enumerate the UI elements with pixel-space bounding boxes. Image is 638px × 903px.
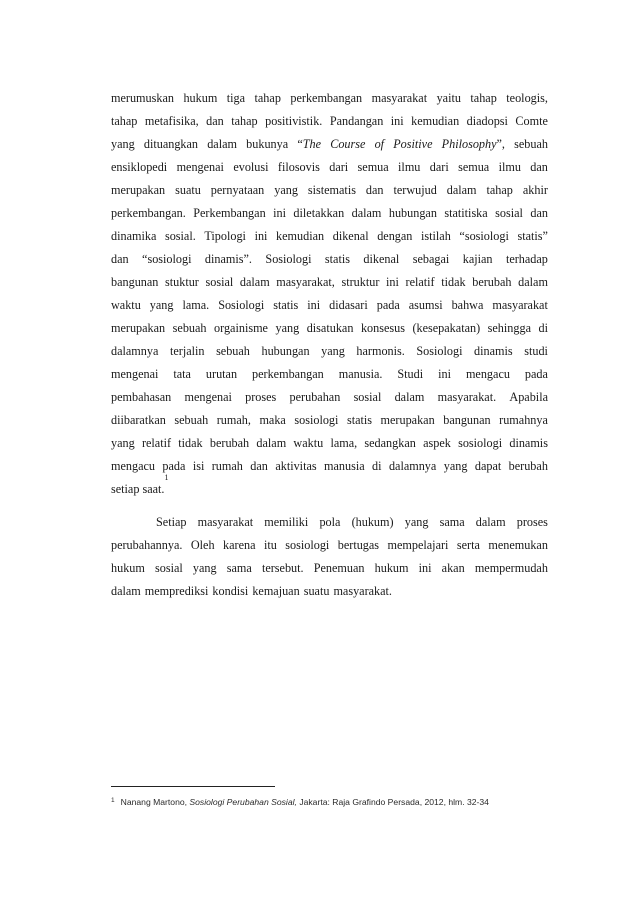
word: mengenai <box>176 160 224 174</box>
word: dinamis <box>509 436 548 450</box>
word: tahap <box>486 183 513 197</box>
word: tata <box>173 367 191 381</box>
word: dan <box>365 183 384 197</box>
word: orgainisme <box>214 321 268 335</box>
word: pada <box>162 459 186 473</box>
word: sebuah <box>174 413 209 427</box>
text-line <box>111 202 548 225</box>
word: tahap <box>111 114 138 128</box>
word: hukum <box>374 561 409 575</box>
word: yang <box>111 436 135 450</box>
word: yang <box>321 344 345 358</box>
word: merupakan <box>111 321 166 335</box>
word: statis” <box>517 229 548 243</box>
word: dituangkan <box>143 137 199 151</box>
word: kemudian <box>276 229 325 243</box>
word: dalamnya <box>111 344 159 358</box>
word: stuktur <box>165 275 199 289</box>
word: sosiologi <box>285 538 330 552</box>
word: sosial <box>353 390 382 404</box>
word: metafisika, <box>144 114 199 128</box>
word: kajian <box>462 252 493 266</box>
word: Sosiologi <box>218 298 265 312</box>
word: perkembangan. <box>111 206 186 220</box>
word: isi <box>192 459 205 473</box>
word: rumahnya <box>499 413 548 427</box>
word: ini <box>273 206 286 220</box>
word: proses <box>516 515 548 529</box>
word: mempelajari <box>387 538 449 552</box>
word: masyarakat <box>371 91 428 105</box>
text-line <box>111 363 548 386</box>
word: Course <box>330 137 366 151</box>
word: mengenai <box>184 390 232 404</box>
word: terwujud <box>393 183 437 197</box>
word: tahap <box>470 91 497 105</box>
word: struktur <box>341 275 380 289</box>
word: bangunan <box>111 275 159 289</box>
word: ini <box>307 298 321 312</box>
word: studi <box>524 344 548 358</box>
word: terhadap <box>505 252 548 266</box>
word: dalam <box>518 275 548 289</box>
word: Comte <box>515 114 548 128</box>
word: kemajuan <box>252 584 300 598</box>
text-line <box>111 432 548 455</box>
word: dalamnya <box>388 459 437 473</box>
word: dalam <box>239 275 270 289</box>
word: mengacu <box>111 459 155 473</box>
word: urutan <box>205 367 238 381</box>
word: sama <box>439 515 465 529</box>
word: ini <box>438 367 451 381</box>
word: dalam <box>207 137 237 151</box>
word: dan <box>206 114 224 128</box>
word: istilah <box>421 229 451 243</box>
word: yang <box>192 561 217 575</box>
word: proses <box>245 390 277 404</box>
word: berubah <box>472 275 512 289</box>
word: manusia <box>324 459 365 473</box>
word: merupakan <box>111 183 166 197</box>
word: Tipologi <box>204 229 246 243</box>
word: ini <box>390 114 404 128</box>
word: merumuskan <box>111 91 174 105</box>
word: konsesus <box>360 321 405 335</box>
word: yang <box>274 183 298 197</box>
text-line-last <box>111 473 548 501</box>
word: di <box>538 321 548 335</box>
footnote-author: Nanang Martono, <box>120 797 188 807</box>
word: Perkembangan <box>193 206 266 220</box>
word: Sosiologi <box>265 252 312 266</box>
word: kemudian <box>411 114 460 128</box>
word: sama <box>226 561 252 575</box>
text-line <box>111 110 548 133</box>
word: sosial. <box>164 229 196 243</box>
word: dinamis”. <box>204 252 252 266</box>
text-line <box>111 409 548 432</box>
word: masyarakat <box>197 515 254 529</box>
word: yaitu <box>436 91 461 105</box>
text-line <box>111 534 548 557</box>
text-line <box>111 340 548 363</box>
footnote-title: Sosiologi Perubahan Sosial, <box>189 797 297 807</box>
word: Setiap <box>156 515 187 529</box>
word: memprediksi <box>144 584 209 598</box>
word: berubah <box>508 459 548 473</box>
word: ilmu <box>498 160 521 174</box>
word: mempermudah <box>474 561 548 575</box>
word: teologis, <box>506 91 548 105</box>
word: relatif <box>405 275 435 289</box>
word: yang <box>149 298 174 312</box>
word: sosiologi <box>294 413 339 427</box>
text-line <box>111 133 548 156</box>
text-line <box>111 317 548 340</box>
footnote-number: 1 <box>111 797 115 804</box>
word: dari <box>429 160 449 174</box>
word: sistematis <box>307 183 356 197</box>
word: bangunan <box>443 413 491 427</box>
word: sosial <box>495 206 523 220</box>
word: yang <box>275 321 300 335</box>
word: tidak <box>441 275 466 289</box>
text-line-last <box>111 580 548 603</box>
text-line <box>111 225 548 248</box>
word: lama. <box>182 298 210 312</box>
word: dalam <box>475 515 506 529</box>
word: hukum <box>111 561 145 575</box>
word: dengan <box>377 229 413 243</box>
word: sebuah <box>172 321 207 335</box>
word: aspek <box>423 436 451 450</box>
word: statis <box>273 298 299 312</box>
word: dari <box>329 160 349 174</box>
word: pada <box>376 298 400 312</box>
text-line <box>111 87 548 110</box>
word: sosial <box>155 561 183 575</box>
text-line <box>111 248 548 271</box>
word: perubahan <box>289 390 341 404</box>
word: lama, <box>330 436 358 450</box>
word: waktu <box>111 298 141 312</box>
footnote-reference[interactable]: 1 <box>164 473 169 482</box>
word: of <box>374 137 385 151</box>
word: yang <box>443 459 468 473</box>
word: serta <box>456 538 480 552</box>
word: harmonis. <box>356 344 405 358</box>
word: sosial <box>205 275 234 289</box>
word: akan <box>441 561 465 575</box>
paragraph-2 <box>111 511 548 603</box>
word: berubah <box>209 436 250 450</box>
word: diletakkan <box>293 206 345 220</box>
word: positivistik. <box>265 114 323 128</box>
word: (kesepakatan) <box>412 321 481 335</box>
word: “The <box>297 137 322 151</box>
word: filosovis <box>277 160 320 174</box>
word: kondisi <box>212 584 249 598</box>
word: manusia. <box>338 367 383 381</box>
text-line <box>111 294 548 317</box>
last-line-text: setiap saat. <box>111 482 165 496</box>
word: diadopsi <box>466 114 508 128</box>
word: suatu <box>303 584 330 598</box>
word: diibaratkan <box>111 413 166 427</box>
word: “sosiologi <box>142 252 192 266</box>
word: yang <box>404 515 429 529</box>
footnote-separator <box>111 786 275 787</box>
word: relatif <box>141 436 172 450</box>
footnote-publication: Jakarta: Raja Grafindo Persada, 2012, hlm. 32-34 <box>299 797 489 807</box>
word: pernyataan <box>210 183 265 197</box>
word: dalam <box>446 183 477 197</box>
word: mengenai <box>111 367 159 381</box>
word: dapat <box>474 459 502 473</box>
word: pola <box>319 515 341 529</box>
word: memiliki <box>264 515 309 529</box>
word: Philosophy”, <box>441 137 505 151</box>
word: statis <box>346 413 373 427</box>
word: ensiklopedi <box>111 160 168 174</box>
word: dan <box>250 459 268 473</box>
body-text <box>111 87 548 603</box>
word: dalam <box>394 390 425 404</box>
word: hubungan <box>388 206 437 220</box>
text-line <box>111 511 548 534</box>
word: di <box>372 459 382 473</box>
word: waktu <box>293 436 324 450</box>
word: ini <box>418 561 432 575</box>
paragraph-1 <box>111 87 548 501</box>
word: hubungan <box>261 344 310 358</box>
word: karena <box>223 538 256 552</box>
word: mengacu <box>465 367 510 381</box>
word: sebuah <box>514 137 548 151</box>
text-line <box>111 179 548 202</box>
word: ini <box>386 275 399 289</box>
word: terjalin <box>169 344 205 358</box>
word: semua <box>357 160 389 174</box>
footnote <box>111 797 489 807</box>
word: tahap <box>254 91 281 105</box>
word: Pandangan <box>329 114 384 128</box>
word: statitiska <box>444 206 488 220</box>
word: dalam <box>111 584 141 598</box>
word: ilmu <box>398 160 421 174</box>
word: merupakan <box>380 413 435 427</box>
word: itu <box>263 538 277 552</box>
word: sebuah <box>216 344 250 358</box>
word: bahwa <box>451 298 484 312</box>
word: dalam <box>256 436 287 450</box>
word: tersebut. <box>261 561 304 575</box>
word: (hukum) <box>351 515 394 529</box>
word: asumsi <box>408 298 443 312</box>
word: perubahannya. <box>111 538 183 552</box>
word: akhir <box>522 183 548 197</box>
word: sedangkan <box>364 436 416 450</box>
word: dinamis <box>474 344 513 358</box>
word: dan <box>530 206 548 220</box>
word: Oleh <box>190 538 215 552</box>
word: suatu <box>175 183 201 197</box>
word: Sosiologi <box>416 344 463 358</box>
word: didasari <box>329 298 368 312</box>
word: Positive <box>393 137 433 151</box>
word: bertugas <box>337 538 380 552</box>
word: hukum <box>183 91 218 105</box>
word: Penemuan <box>313 561 365 575</box>
word: dinamika <box>111 229 157 243</box>
text-line <box>111 156 548 179</box>
word: yang <box>111 137 135 151</box>
word: perkembangan <box>252 367 324 381</box>
word: masyarakat <box>492 298 548 312</box>
word: rumah, <box>216 413 251 427</box>
word: aktivitas <box>275 459 317 473</box>
text-line <box>111 557 548 580</box>
word: semua <box>458 160 490 174</box>
word: dan <box>111 252 129 266</box>
word: evolusi <box>233 160 269 174</box>
word: pembahasan <box>111 390 172 404</box>
word: perkembangan <box>290 91 363 105</box>
word: tiga <box>226 91 246 105</box>
word: sehingga <box>487 321 531 335</box>
word: tahap <box>231 114 258 128</box>
word: sosiologi <box>458 436 503 450</box>
word: ini <box>254 229 268 243</box>
text-line <box>111 386 548 409</box>
word: tidak <box>178 436 203 450</box>
word: masyarakat. <box>333 584 392 598</box>
word: maka <box>259 413 286 427</box>
word: dalam <box>351 206 382 220</box>
word: pada <box>524 367 548 381</box>
word: statis <box>324 252 350 266</box>
word: dan <box>530 160 548 174</box>
word: dikenal <box>363 252 400 266</box>
word: rumah <box>211 459 243 473</box>
word: masyarakat, <box>276 275 335 289</box>
word: disatukan <box>306 321 354 335</box>
word: Apabila <box>509 390 548 404</box>
word: masyarakat. <box>437 390 497 404</box>
word: bukunya <box>246 137 289 151</box>
word: menemukan <box>488 538 548 552</box>
text-line <box>111 271 548 294</box>
word: Studi <box>397 367 424 381</box>
text-line <box>111 455 548 478</box>
word: dikenal <box>332 229 369 243</box>
word: sebagai <box>412 252 450 266</box>
word: “sosiologi <box>459 229 509 243</box>
